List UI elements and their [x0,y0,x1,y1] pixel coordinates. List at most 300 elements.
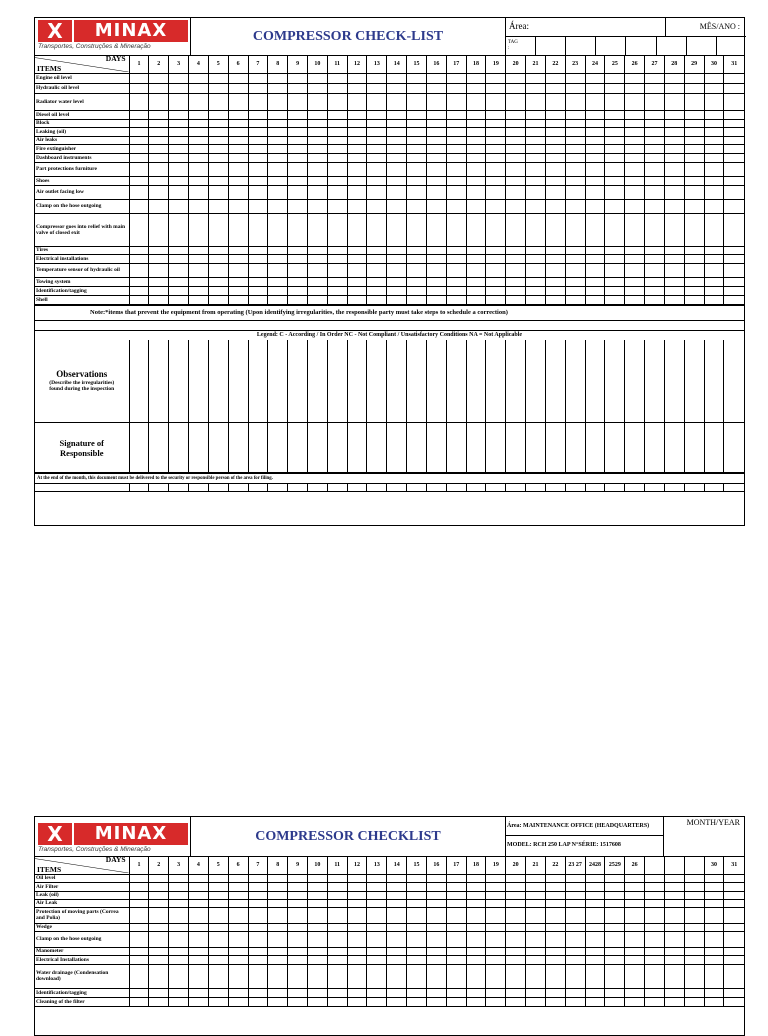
check-cell[interactable] [426,964,446,988]
check-cell[interactable] [605,947,625,955]
check-cell[interactable] [149,286,169,295]
check-cell[interactable] [664,185,684,199]
check-cell[interactable] [545,162,565,176]
check-cell[interactable] [446,153,466,162]
check-cell[interactable] [327,83,347,93]
check-cell[interactable] [565,119,585,127]
check-cell[interactable] [208,246,228,254]
check-cell[interactable] [387,891,407,899]
check-cell[interactable] [407,93,427,110]
check-cell[interactable] [307,295,327,304]
check-cell[interactable] [129,127,149,136]
check-cell[interactable] [288,162,308,176]
check-cell[interactable] [426,162,446,176]
check-cell[interactable] [367,964,387,988]
check-cell[interactable] [526,213,546,246]
check-cell[interactable] [486,254,506,263]
check-cell[interactable] [288,988,308,997]
entry-cell[interactable] [307,340,327,423]
check-cell[interactable] [506,997,526,1006]
check-cell[interactable] [684,907,704,923]
entry-cell[interactable] [684,484,704,492]
check-cell[interactable] [228,923,248,931]
check-cell[interactable] [189,964,209,988]
check-cell[interactable] [506,923,526,931]
check-cell[interactable] [208,295,228,304]
check-cell[interactable] [169,176,189,185]
check-cell[interactable] [645,110,665,119]
entry-cell[interactable] [585,484,605,492]
check-cell[interactable] [248,83,268,93]
check-cell[interactable] [486,263,506,277]
check-cell[interactable] [506,93,526,110]
check-cell[interactable] [565,899,585,907]
check-cell[interactable] [724,185,744,199]
check-cell[interactable] [208,899,228,907]
check-cell[interactable] [268,185,288,199]
check-cell[interactable] [625,136,645,144]
check-cell[interactable] [307,83,327,93]
check-cell[interactable] [446,988,466,997]
entry-cell[interactable] [347,423,367,473]
check-cell[interactable] [208,874,228,882]
check-cell[interactable] [565,295,585,304]
entry-cell[interactable] [129,484,149,492]
check-cell[interactable] [645,144,665,153]
check-cell[interactable] [367,176,387,185]
check-cell[interactable] [426,93,446,110]
check-cell[interactable] [466,263,486,277]
check-cell[interactable] [169,891,189,899]
check-cell[interactable] [367,874,387,882]
check-cell[interactable] [426,899,446,907]
check-cell[interactable] [605,263,625,277]
entry-cell[interactable] [446,484,466,492]
check-cell[interactable] [545,907,565,923]
check-cell[interactable] [545,73,565,83]
check-cell[interactable] [545,947,565,955]
check-cell[interactable] [605,144,625,153]
check-cell[interactable] [208,73,228,83]
check-cell[interactable] [307,907,327,923]
check-cell[interactable] [288,931,308,947]
tag-cell[interactable] [716,37,746,56]
check-cell[interactable] [228,891,248,899]
check-cell[interactable] [129,162,149,176]
check-cell[interactable] [545,882,565,891]
check-cell[interactable] [268,136,288,144]
check-cell[interactable] [724,286,744,295]
check-cell[interactable] [506,176,526,185]
check-cell[interactable] [307,254,327,263]
check-cell[interactable] [724,899,744,907]
check-cell[interactable] [189,277,209,286]
check-cell[interactable] [169,213,189,246]
check-cell[interactable] [327,874,347,882]
check-cell[interactable] [605,199,625,213]
check-cell[interactable] [268,955,288,964]
check-cell[interactable] [327,246,347,254]
check-cell[interactable] [645,899,665,907]
check-cell[interactable] [189,882,209,891]
check-cell[interactable] [367,110,387,119]
entry-cell[interactable] [268,340,288,423]
check-cell[interactable] [169,73,189,83]
check-cell[interactable] [664,246,684,254]
check-cell[interactable] [387,162,407,176]
check-cell[interactable] [248,93,268,110]
check-cell[interactable] [129,263,149,277]
check-cell[interactable] [426,891,446,899]
check-cell[interactable] [327,254,347,263]
check-cell[interactable] [288,874,308,882]
check-cell[interactable] [208,254,228,263]
entry-cell[interactable] [268,484,288,492]
check-cell[interactable] [486,93,506,110]
check-cell[interactable] [466,83,486,93]
check-cell[interactable] [407,213,427,246]
check-cell[interactable] [446,246,466,254]
check-cell[interactable] [208,907,228,923]
entry-cell[interactable] [605,484,625,492]
check-cell[interactable] [407,83,427,93]
check-cell[interactable] [724,110,744,119]
check-cell[interactable] [367,73,387,83]
entry-cell[interactable] [407,423,427,473]
check-cell[interactable] [169,199,189,213]
check-cell[interactable] [169,931,189,947]
check-cell[interactable] [426,73,446,83]
check-cell[interactable] [506,874,526,882]
check-cell[interactable] [446,263,466,277]
check-cell[interactable] [446,923,466,931]
check-cell[interactable] [724,964,744,988]
check-cell[interactable] [526,246,546,254]
check-cell[interactable] [645,882,665,891]
check-cell[interactable] [704,176,724,185]
check-cell[interactable] [208,144,228,153]
entry-cell[interactable] [704,484,724,492]
check-cell[interactable] [625,882,645,891]
check-cell[interactable] [228,213,248,246]
entry-cell[interactable] [387,340,407,423]
check-cell[interactable] [248,964,268,988]
check-cell[interactable] [426,136,446,144]
check-cell[interactable] [605,923,625,931]
check-cell[interactable] [426,144,446,153]
entry-cell[interactable] [149,340,169,423]
check-cell[interactable] [367,162,387,176]
check-cell[interactable] [664,988,684,997]
check-cell[interactable] [664,93,684,110]
check-cell[interactable] [149,136,169,144]
check-cell[interactable] [664,136,684,144]
check-cell[interactable] [486,144,506,153]
check-cell[interactable] [189,923,209,931]
check-cell[interactable] [565,93,585,110]
check-cell[interactable] [169,263,189,277]
check-cell[interactable] [565,891,585,899]
check-cell[interactable] [367,882,387,891]
check-cell[interactable] [565,947,585,955]
check-cell[interactable] [426,277,446,286]
check-cell[interactable] [228,907,248,923]
check-cell[interactable] [704,144,724,153]
check-cell[interactable] [407,988,427,997]
check-cell[interactable] [169,923,189,931]
check-cell[interactable] [446,110,466,119]
check-cell[interactable] [684,263,704,277]
check-cell[interactable] [268,286,288,295]
check-cell[interactable] [268,93,288,110]
check-cell[interactable] [307,136,327,144]
check-cell[interactable] [347,923,367,931]
check-cell[interactable] [605,73,625,83]
entry-cell[interactable] [446,340,466,423]
check-cell[interactable] [367,277,387,286]
check-cell[interactable] [605,246,625,254]
check-cell[interactable] [704,277,724,286]
check-cell[interactable] [545,263,565,277]
check-cell[interactable] [486,127,506,136]
entry-cell[interactable] [486,484,506,492]
check-cell[interactable] [426,882,446,891]
entry-cell[interactable] [387,484,407,492]
check-cell[interactable] [526,83,546,93]
check-cell[interactable] [129,246,149,254]
entry-cell[interactable] [724,484,744,492]
check-cell[interactable] [724,246,744,254]
check-cell[interactable] [407,110,427,119]
check-cell[interactable] [426,185,446,199]
check-cell[interactable] [288,83,308,93]
check-cell[interactable] [268,263,288,277]
entry-cell[interactable] [506,484,526,492]
check-cell[interactable] [327,73,347,83]
check-cell[interactable] [268,899,288,907]
check-cell[interactable] [248,899,268,907]
check-cell[interactable] [526,144,546,153]
check-cell[interactable] [625,144,645,153]
check-cell[interactable] [327,119,347,127]
check-cell[interactable] [248,947,268,955]
check-cell[interactable] [307,955,327,964]
check-cell[interactable] [724,997,744,1006]
check-cell[interactable] [426,83,446,93]
check-cell[interactable] [169,153,189,162]
check-cell[interactable] [228,988,248,997]
check-cell[interactable] [208,955,228,964]
check-cell[interactable] [605,277,625,286]
check-cell[interactable] [248,162,268,176]
check-cell[interactable] [605,907,625,923]
check-cell[interactable] [565,136,585,144]
check-cell[interactable] [625,263,645,277]
entry-cell[interactable] [228,484,248,492]
check-cell[interactable] [129,286,149,295]
check-cell[interactable] [307,947,327,955]
check-cell[interactable] [288,964,308,988]
check-cell[interactable] [704,246,724,254]
check-cell[interactable] [466,295,486,304]
check-cell[interactable] [565,213,585,246]
check-cell[interactable] [307,988,327,997]
check-cell[interactable] [684,199,704,213]
check-cell[interactable] [664,874,684,882]
check-cell[interactable] [288,144,308,153]
check-cell[interactable] [625,110,645,119]
check-cell[interactable] [466,907,486,923]
check-cell[interactable] [387,110,407,119]
check-cell[interactable] [169,93,189,110]
check-cell[interactable] [189,295,209,304]
check-cell[interactable] [724,907,744,923]
check-cell[interactable] [367,153,387,162]
check-cell[interactable] [288,176,308,185]
check-cell[interactable] [228,254,248,263]
check-cell[interactable] [466,997,486,1006]
check-cell[interactable] [664,110,684,119]
check-cell[interactable] [684,73,704,83]
check-cell[interactable] [149,923,169,931]
check-cell[interactable] [169,947,189,955]
check-cell[interactable] [288,127,308,136]
check-cell[interactable] [605,176,625,185]
check-cell[interactable] [625,162,645,176]
check-cell[interactable] [486,119,506,127]
check-cell[interactable] [307,997,327,1006]
check-cell[interactable] [645,874,665,882]
check-cell[interactable] [446,931,466,947]
check-cell[interactable] [645,263,665,277]
entry-cell[interactable] [367,423,387,473]
entry-cell[interactable] [327,484,347,492]
check-cell[interactable] [327,947,347,955]
check-cell[interactable] [129,185,149,199]
check-cell[interactable] [189,891,209,899]
check-cell[interactable] [645,955,665,964]
check-cell[interactable] [664,286,684,295]
entry-cell[interactable] [407,484,427,492]
check-cell[interactable] [645,286,665,295]
check-cell[interactable] [169,127,189,136]
check-cell[interactable] [407,955,427,964]
check-cell[interactable] [486,185,506,199]
check-cell[interactable] [387,199,407,213]
check-cell[interactable] [565,955,585,964]
check-cell[interactable] [189,153,209,162]
check-cell[interactable] [347,162,367,176]
check-cell[interactable] [208,136,228,144]
check-cell[interactable] [446,947,466,955]
check-cell[interactable] [585,899,605,907]
check-cell[interactable] [625,93,645,110]
check-cell[interactable] [704,263,724,277]
check-cell[interactable] [684,899,704,907]
check-cell[interactable] [426,127,446,136]
check-cell[interactable] [307,144,327,153]
check-cell[interactable] [704,997,724,1006]
check-cell[interactable] [486,931,506,947]
entry-cell[interactable] [446,423,466,473]
check-cell[interactable] [585,964,605,988]
check-cell[interactable] [605,127,625,136]
check-cell[interactable] [248,246,268,254]
check-cell[interactable] [506,947,526,955]
check-cell[interactable] [288,246,308,254]
check-cell[interactable] [526,899,546,907]
check-cell[interactable] [149,931,169,947]
entry-cell[interactable] [208,340,228,423]
check-cell[interactable] [347,83,367,93]
check-cell[interactable] [585,882,605,891]
check-cell[interactable] [268,882,288,891]
check-cell[interactable] [664,277,684,286]
check-cell[interactable] [545,874,565,882]
check-cell[interactable] [169,254,189,263]
check-cell[interactable] [426,988,446,997]
check-cell[interactable] [129,144,149,153]
check-cell[interactable] [724,263,744,277]
check-cell[interactable] [724,988,744,997]
check-cell[interactable] [149,162,169,176]
check-cell[interactable] [327,891,347,899]
check-cell[interactable] [248,874,268,882]
check-cell[interactable] [189,263,209,277]
check-cell[interactable] [307,153,327,162]
check-cell[interactable] [704,185,724,199]
check-cell[interactable] [228,899,248,907]
check-cell[interactable] [506,153,526,162]
check-cell[interactable] [486,947,506,955]
entry-cell[interactable] [605,423,625,473]
check-cell[interactable] [684,931,704,947]
check-cell[interactable] [208,153,228,162]
check-cell[interactable] [664,213,684,246]
check-cell[interactable] [664,254,684,263]
check-cell[interactable] [506,73,526,83]
check-cell[interactable] [208,110,228,119]
check-cell[interactable] [684,176,704,185]
check-cell[interactable] [208,185,228,199]
entry-cell[interactable] [426,484,446,492]
check-cell[interactable] [129,110,149,119]
check-cell[interactable] [506,882,526,891]
check-cell[interactable] [208,162,228,176]
check-cell[interactable] [545,899,565,907]
check-cell[interactable] [605,93,625,110]
check-cell[interactable] [466,988,486,997]
check-cell[interactable] [248,254,268,263]
check-cell[interactable] [486,923,506,931]
check-cell[interactable] [347,988,367,997]
check-cell[interactable] [327,176,347,185]
check-cell[interactable] [248,891,268,899]
check-cell[interactable] [149,246,169,254]
check-cell[interactable] [347,185,367,199]
check-cell[interactable] [466,185,486,199]
check-cell[interactable] [307,110,327,119]
check-cell[interactable] [684,93,704,110]
check-cell[interactable] [585,263,605,277]
check-cell[interactable] [605,213,625,246]
check-cell[interactable] [248,263,268,277]
check-cell[interactable] [426,874,446,882]
entry-cell[interactable] [565,423,585,473]
check-cell[interactable] [149,176,169,185]
entry-cell[interactable] [189,423,209,473]
check-cell[interactable] [585,931,605,947]
